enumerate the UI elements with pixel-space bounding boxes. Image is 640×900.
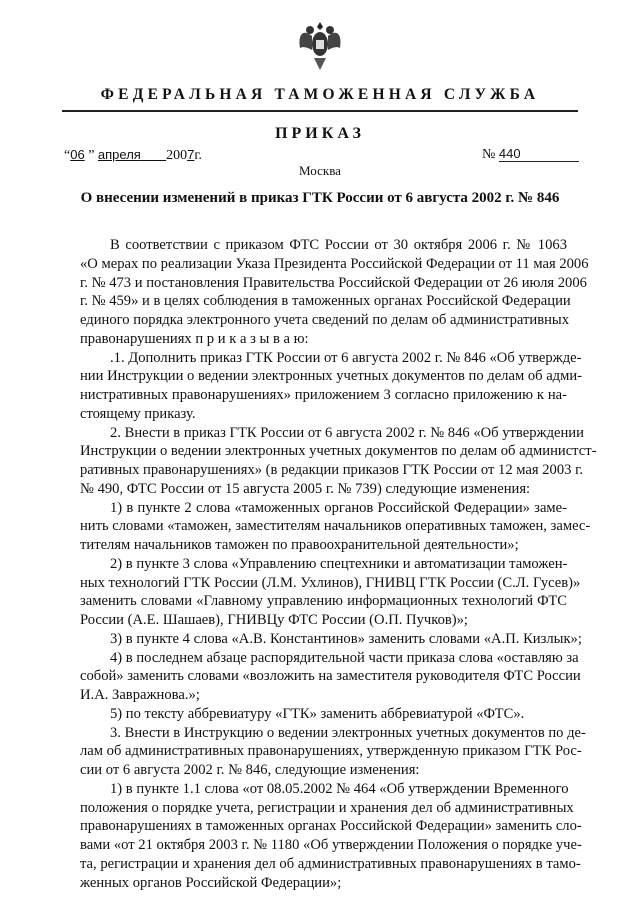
document-date: “06 ” апреля 2007г. (64, 147, 203, 163)
number-label: № (482, 147, 496, 162)
date-year-digit: 7 (187, 147, 195, 162)
body-line: положения о порядке учета, регистрации и хранения дел об административных (80, 799, 574, 816)
body-line: правонарушениях в таможенных органах Российской Федерации» заменить сло- (80, 818, 582, 835)
body-line: г. № 473 и постановления Правительства Российской Федерации от 26 июля 2006 (80, 274, 587, 291)
body-line: В соответствии с приказом ФТС России от 30 октября 2006 г. № 1063 (110, 237, 567, 253)
body-line: .1. Дополнить приказ ГТК России от 6 августа 2002 г. № 846 «Об утвержде- (110, 349, 582, 366)
body-line: 1) в пункте 2 слова «таможенных органов Российской Федерации» заме- (110, 499, 567, 516)
body-line: 5) по тексту аббревиатуру «ГТК» заменить аббревиатурой «ФТС». (110, 705, 525, 722)
agency-name: ФЕДЕРАЛЬНАЯ ТАМОЖЕННАЯ СЛУЖБА (100, 86, 540, 103)
body-line: г. № 459» и в целях соблюдения в таможенных органах Российской Федерации (80, 293, 571, 310)
body-line: ративных правонарушениях» (в редакции приказов ГТК России от 12 мая 2003 г. (80, 462, 584, 478)
body-line: собой» заменить словами «возложить на заместителя руководителя ФТС России (80, 668, 581, 685)
body-line: сии от 6 августа 2002 г. № 846, следующие изменения: (80, 762, 420, 778)
date-month: апреля (97, 147, 141, 162)
body-line: 3. Внести в Инструкцию о ведении электронных учетных документов по де- (110, 724, 586, 741)
body-line: «О мерах по реализации Указа Президента Российской Федерации от 11 мая 2006 (80, 255, 589, 272)
body-line: лам об административных правонарушениях, утвержденную приказом ГТК Рос- (80, 743, 582, 760)
body-line: 2. Внести в приказ ГТК России от 6 августа 2002 г. № 846 «Об утверждении (110, 424, 584, 441)
document-type: ПРИКАЗ (275, 125, 365, 142)
document-subject: О внесении изменений в приказ ГТК России от 6 августа 2002 г. № 846 (80, 190, 560, 206)
body-line: Инструкции о ведении электронных учетных документов по делам об администст- (80, 443, 597, 460)
body-line: та, регистрации и хранения дел об административных правонарушениях в тамо- (80, 855, 581, 872)
body-line: № 490, ФТС России от 15 августа 2005 г. № 739) следующие изменения: (80, 480, 531, 497)
body-line: вами «от 21 октября 2003 г. № 1180 «Об утверждении Положения о порядке уче- (80, 837, 582, 853)
document-body (80, 236, 597, 892)
body-line: правонарушениях п р и к а з ы в а ю: (80, 330, 309, 347)
body-line: И.А. Завражнова.»; (80, 687, 200, 703)
body-line: 2) в пункте 3 слова «Управлению спецтехники и автоматизации таможен- (110, 555, 568, 572)
body-line: женных органов Российской Федерации»; (80, 874, 342, 891)
header-divider (62, 110, 578, 112)
body-line: нить словами «таможен, заместителям начальников оперативных таможен, замес- (80, 518, 591, 535)
date-year-prefix: 200 (166, 148, 188, 163)
body-line: нистративных правонарушениях» приложением 3 согласно приложению к на- (80, 387, 567, 403)
body-line: заменить словами «Главному управлению информационных технологий ФТС (80, 593, 567, 610)
body-line: 4) в последнем абзаце распорядительной части приказа слова «оставляю за (110, 649, 579, 666)
body-line: России (А.Е. Шашаев), ГНИВЦу ФТС России (О.П. Пучков)»; (80, 612, 468, 628)
city: Москва (299, 163, 341, 178)
body-line: стоящему приказу. (80, 405, 196, 422)
body-line: единого порядка электронного учета сведений по делам об административных (80, 312, 570, 328)
body-line: ных технологий ГТК России (Л.М. Ухлинов), ГНИВЦ ГТК России (С.Л. Гусев)» (80, 574, 581, 591)
number-value: 440 (499, 147, 579, 162)
body-line: нии Инструкции о ведении электронных учетных документов по делам об адми- (80, 368, 583, 385)
coat-of-arms-emblem (296, 18, 344, 74)
body-line: 3) в пункте 4 слова «А.В. Константинов» заменить словами «А.П. Кизлык»; (110, 630, 582, 647)
body-line: тителям начальников таможен по правоохранительной деятельности»; (80, 537, 519, 553)
document-number (482, 147, 579, 163)
body-line: 1) в пункте 1.1 слова «от 08.05.2002 № 464 «Об утверждении Временного (110, 780, 569, 797)
date-day: 06 (70, 147, 85, 162)
date-suffix: г. (194, 148, 203, 163)
